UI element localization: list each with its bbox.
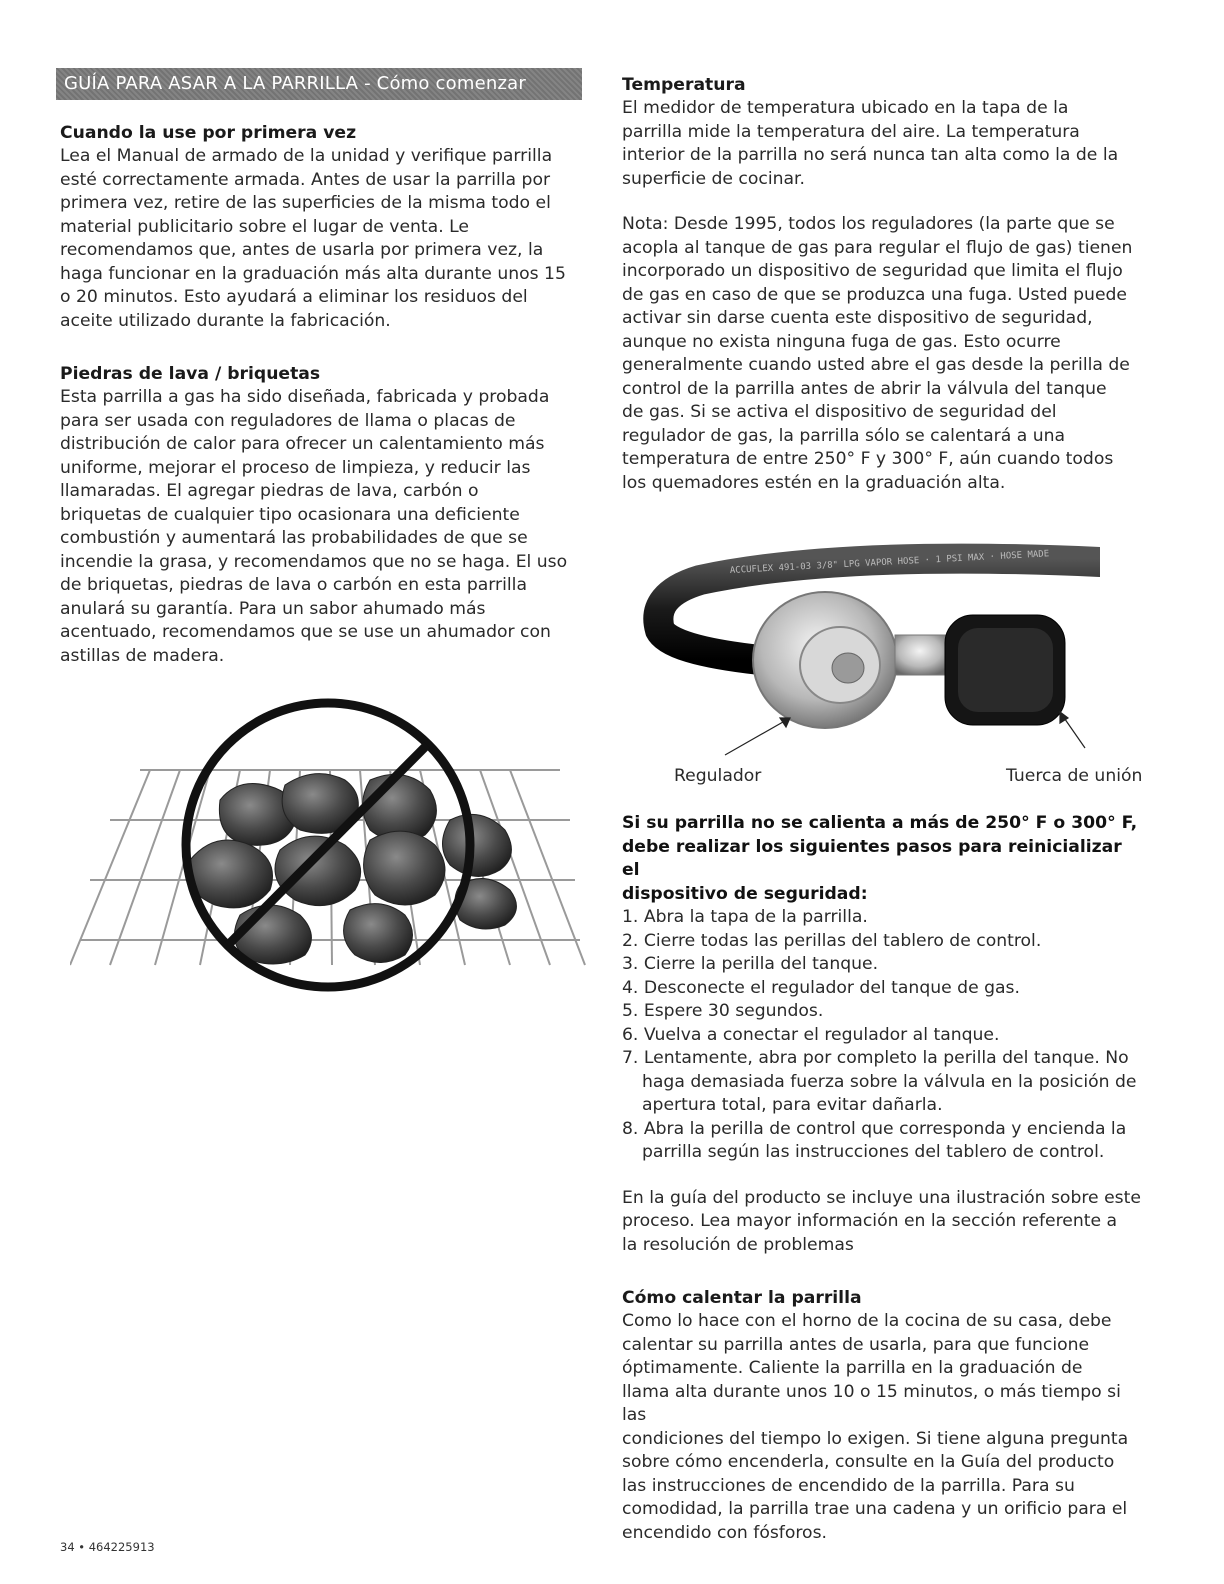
- text-line: distribución de calor para ofrecer un calentamiento más: [60, 434, 545, 454]
- text-line: incorporado un dispositivo de seguridad que limita el flujo: [622, 261, 1123, 281]
- section-banner: GUÍA PARA ASAR A LA PARRILLA - Cómo comenzar: [56, 68, 582, 100]
- text-line: En la guía del producto se incluye una ilustración sobre este: [622, 1187, 1141, 1208]
- text-line: calentar su parrilla antes de usarla, para que funcione: [622, 1334, 1090, 1355]
- list-item: 5. Espere 30 segundos.: [622, 1001, 824, 1021]
- list-item: 7. Lentamente, abra por completo la perilla del tanque. No haga demasiada fuerza sobre la válvula en la posición de apertura total, para evitar dañarla.: [622, 1048, 1137, 1115]
- text-line: briquetas de cualquier tipo ocasionara una deficiente: [60, 504, 520, 525]
- text-line: de gas en caso de que se produzca una fuga. Usted puede: [622, 284, 1128, 305]
- text-line: la resolución de problemas: [622, 1234, 854, 1255]
- text-line: condiciones del tiempo lo exigen. Si tiene alguna pregunta: [622, 1428, 1129, 1449]
- text-line: llamaradas. El agregar piedras de lava, carbón o: [60, 481, 479, 501]
- hose-print: ACCUFLEX 491-03 3/8" LPG VAPOR HOSE · 1 PSI MAX · HOSE MADE: [729, 549, 1050, 576]
- text-line: haga funcionar en la graduación más alta durante unos 15: [60, 263, 566, 284]
- regulator-body: [753, 592, 950, 728]
- right-column-lower: [622, 812, 1144, 1545]
- note-paragraph: [622, 213, 1144, 495]
- text-line: superficie de cocinar.: [622, 168, 806, 189]
- text-line: comodidad, la parrilla trae una cadena y un orificio para el: [622, 1499, 1128, 1519]
- first-use-paragraph: [60, 145, 582, 333]
- reset-steps-list: [622, 906, 1144, 1165]
- text-line: de briquetas, piedras de lava o carbón en esta parrilla: [60, 575, 527, 595]
- regulator-illustration: [640, 540, 1100, 770]
- preheat-heading: Cómo calentar la parrilla: [622, 1288, 862, 1308]
- text-line: activar sin darse cuenta este dispositivo de seguridad,: [622, 308, 1093, 328]
- text-line: temperatura de entre 250° F y 300° F, aún cuando todos: [622, 449, 1114, 469]
- text-line: sobre cómo encenderla, consulte en la Guía del producto: [622, 1452, 1115, 1472]
- text-line: uniforme, mejorar el proceso de limpieza, y reducir las: [60, 457, 531, 478]
- text-line: los quemadores estén en la graduación alta.: [622, 472, 1006, 493]
- right-column: [622, 74, 1144, 495]
- text-line: regulador de gas, la parrilla sólo se calentará a una: [622, 425, 1066, 446]
- warning-line: debe realizar los siguientes pasos para reinicializar el: [622, 836, 1122, 880]
- text-line: incendie la grasa, y recomendamos que no se haga. El uso: [60, 551, 568, 572]
- list-item: 4. Desconecte el regulador del tanque de gas.: [622, 977, 1020, 998]
- lava-heading: Piedras de lava / briquetas: [60, 364, 321, 384]
- warning-heading: [622, 812, 1144, 906]
- list-item: 1. Abra la tapa de la parrilla.: [622, 907, 868, 927]
- text-line: control de la parrilla antes de abrir la válvula del tanque: [622, 378, 1107, 399]
- text-line: Esta parrilla a gas ha sido diseñada, fabricada y probada: [60, 387, 550, 407]
- temperature-heading: Temperatura: [622, 75, 746, 95]
- text-line: encendido con fósforos.: [622, 1522, 827, 1543]
- text-line: acentuado, recomendamos que se use un ahumador con: [60, 622, 551, 642]
- warning-line: dispositivo de seguridad:: [622, 883, 868, 904]
- text-line: Nota: Desde 1995, todos los reguladores (la parte que se: [622, 214, 1115, 234]
- text-line: aunque no exista ninguna fuga de gas. Esto ocurre: [622, 331, 1061, 352]
- text-line: óptimamente. Caliente la parrilla en la graduación de: [622, 1358, 1083, 1378]
- text-line: las instrucciones de encendido de la parrilla. Para su: [622, 1475, 1075, 1496]
- temperature-paragraph: [622, 97, 1144, 191]
- warning-line: Si su parrilla no se calienta a más de 250° F o 300° F,: [622, 813, 1138, 833]
- union-nut: [945, 615, 1065, 725]
- text-line: acopla al tanque de gas para regular el flujo de gas) tienen: [622, 237, 1133, 258]
- text-line: astillas de madera.: [60, 645, 225, 666]
- text-line: combustión y aumentará las probabilidades de que se: [60, 528, 528, 548]
- text-line: proceso. Lea mayor información en la sección referente a: [622, 1211, 1118, 1231]
- text-line: anulará su garantía. Para un sabor ahumado más: [60, 598, 486, 619]
- left-column: [60, 68, 582, 668]
- preheat-paragraph: [622, 1310, 1144, 1545]
- text-line: El medidor de temperatura ubicado en la tapa de la: [622, 98, 1069, 118]
- union-nut-caption: Tuerca de unión: [1006, 766, 1143, 786]
- text-line: primera vez, retire de las superficies de la misma todo el: [60, 193, 551, 213]
- no-lava-rocks-illustration: [70, 690, 590, 1008]
- first-use-heading: Cuando la use por primera vez: [60, 123, 357, 143]
- text-line: o 20 minutos. Esto ayudará a eliminar los residuos del: [60, 287, 528, 307]
- lava-paragraph: [60, 386, 582, 668]
- text-line: de gas. Si se activa el dispositivo de seguridad del: [622, 402, 1057, 422]
- text-line: parrilla mide la temperatura del aire. La temperatura: [622, 121, 1080, 142]
- list-item: 2. Cierre todas las perillas del tablero de control.: [622, 930, 1042, 951]
- text-line: generalmente cuando usted abre el gas desde la perilla de: [622, 355, 1130, 375]
- list-item: 3. Cierre la perilla del tanque.: [622, 954, 879, 974]
- text-line: llama alta durante unos 10 o 15 minutos, o más tiempo si las: [622, 1381, 1121, 1425]
- text-line: esté correctamente armada. Antes de usar la parrilla por: [60, 169, 551, 190]
- list-item: 6. Vuelva a conectar el regulador al tanque.: [622, 1024, 1000, 1045]
- text-line: material publicitario sobre el lugar de venta. Le: [60, 216, 469, 237]
- list-item: 8. Abra la perilla de control que corresponda y encienda la parrilla según las instrucciones del tablero de control.: [622, 1118, 1127, 1162]
- text-line: interior de la parrilla no será nunca tan alta como la de la: [622, 145, 1119, 165]
- text-line: recomendamos que, antes de usarla por primera vez, la: [60, 240, 544, 260]
- text-line: aceite utilizado durante la fabricación.: [60, 310, 391, 331]
- text-line: para ser usada con reguladores de llama o placas de: [60, 410, 516, 431]
- guide-paragraph: [622, 1187, 1144, 1258]
- text-line: Lea el Manual de armado de la unidad y verifique parrilla: [60, 146, 553, 166]
- text-line: Como lo hace con el horno de la cocina de su casa, debe: [622, 1311, 1112, 1331]
- page-footer: 34 • 464225913: [60, 1540, 155, 1554]
- regulator-caption: Regulador: [674, 766, 762, 786]
